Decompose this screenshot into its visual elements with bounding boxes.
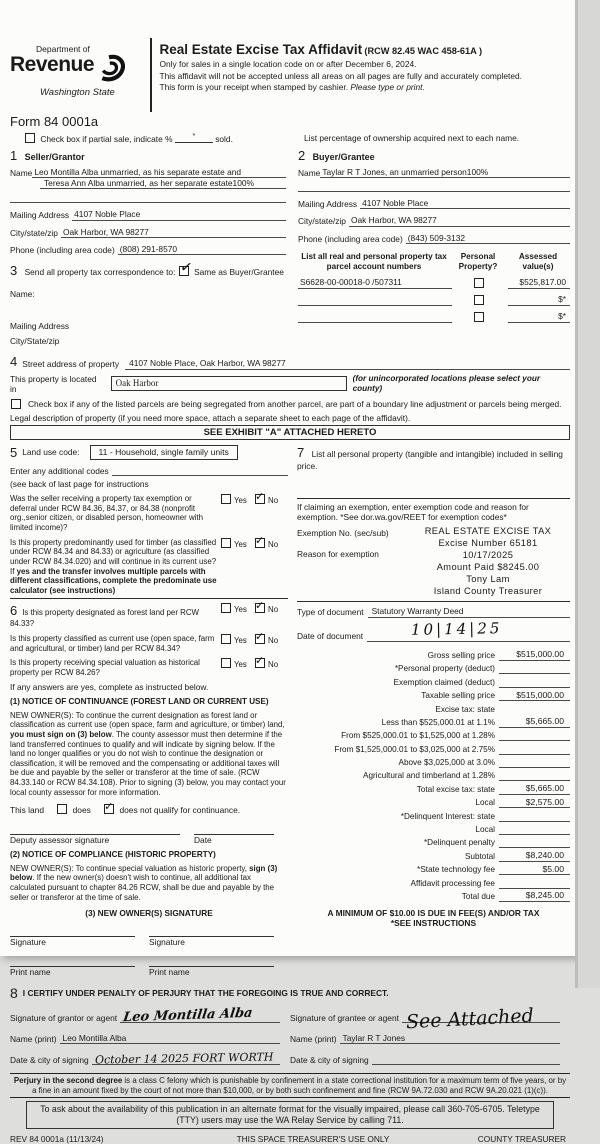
gross-selling-price-input[interactable]: $515,000.00 (499, 649, 570, 660)
header-note-1: Only for sales in a single location code on or after December 6, 2024. (159, 59, 417, 70)
new-owner-print-name-line-2[interactable] (149, 958, 274, 967)
buyer-phone-input[interactable]: (843) 509-3132 (406, 233, 570, 244)
street-address-label: Street address of property (22, 359, 120, 370)
q6-historic-text: Is this property receiving special valuation as historical property per RCW 84.26? (10, 658, 200, 677)
buyer-name-input-line2[interactable] (298, 181, 570, 192)
deputy-date-line[interactable] (194, 826, 274, 835)
new-owner-signature-line-2[interactable] (149, 928, 274, 937)
q5-exemption-text: Was the seller receiving a property tax exemption or deferral under RCW 84.36, 84.37, or 84.38 (nonprofit org.,senior citizen, or disabled person, homeowner with limited income)? (10, 494, 203, 532)
land-use-code-input[interactable]: 11 - Household, single family units (90, 445, 238, 459)
assessed-value-input[interactable]: $* (508, 311, 570, 323)
affidavit-processing-fee-input[interactable] (499, 888, 570, 889)
notice1-body: NEW OWNER(S): To continue the current designation as forest land or classification as current use (open space, farm and agriculture, or timber) land, you must sign on (3) below. The county assessor must then determine if the land transferred continues to qualify and will indicate by signing below. If the land no longer qualifies or you do not wish to continue the designation or classification, it will be removed and the compensating or additional taxes will be due and payable by the seller or transferor at the time of sale. (RCW 84.33.140 or RCW 84.34.108). Prior to signing (3) below, you may contact your local county assessor for more information. (10, 710, 286, 797)
perjury-notice: Perjury in the second degree is a class C felony which is punishable by confinement in a state correctional institution for a maximum term of five years, or by a fine in an amount fixed by the court of not more than $10,000, or by both such confinement and fine (RCW 9A.72.030 and RCW 9A.20.021 (1)(c)). (10, 1073, 570, 1098)
reason-exemption-label: Reason for exemption (297, 548, 379, 559)
parcel-number-input[interactable] (298, 294, 452, 306)
land-does-checkbox[interactable] (57, 804, 67, 814)
footer-treasurer-space: THIS SPACE TREASURER'S USE ONLY (236, 1133, 390, 1144)
header-note-3-italic: Please type or print. (350, 81, 425, 92)
tier1-tax-input[interactable]: $5,665.00 (499, 716, 570, 727)
exemption-note: If claiming an exemption, enter exemption code and reason for exemption. *See dor.wa.gov/REET for exemption codes* (297, 501, 529, 523)
buyer-city-input[interactable]: Oak Harbor, WA 98277 (349, 215, 570, 226)
seller-mailing-label: Mailing Address (10, 210, 70, 221)
grantee-print-name-label: Name (print) (290, 1033, 337, 1044)
segregated-label: Check box if any of the listed parcels are being segregated from another parcel, are part of a boundary line adjustment or parcels being merged. (28, 399, 562, 410)
partial-sale-checkbox[interactable] (25, 133, 35, 143)
seller-name-input-line2[interactable]: Teresa Ann Alba unmarried, as her separate estate100% (40, 178, 286, 189)
ownership-note: List percentage of ownership acquired next to each name. (304, 132, 520, 143)
deputy-assessor-signature-line[interactable] (10, 826, 180, 835)
new-owner-signature-line-1[interactable] (10, 928, 135, 937)
section3-label: Send all property tax correspondence to: (24, 267, 176, 278)
parcel-personal-property-checkbox-3[interactable] (474, 312, 484, 322)
assessed-value-col-header: Assessed value(s) (518, 251, 558, 271)
tier3-tax-input[interactable] (499, 754, 570, 755)
dor-logo (10, 38, 150, 112)
alternate-format-notice: To ask about the availability of this publication in an alternate format for the visually impaired, please call 360-705-6705. Teletype (TTY) users may use the WA Relay Service by calling 711. (26, 1101, 554, 1128)
parcel-personal-property-checkbox-2[interactable] (474, 295, 484, 305)
correspondence-mailing-label: Mailing Address (10, 321, 70, 332)
section4-number: 4 (10, 353, 18, 369)
type-of-document-input[interactable]: Statutory Warranty Deed (368, 606, 570, 617)
exemption-no-label: Exemption No. (sec/sub) (297, 528, 389, 539)
form-number: Form 84 0001a (10, 114, 99, 129)
q5-timber-yes-checkbox[interactable] (221, 538, 231, 548)
located-in-note: (for unincorporated locations please select your county) (352, 373, 541, 393)
section3-number: 3 (10, 263, 18, 279)
delinquent-interest-local-input[interactable] (499, 834, 570, 835)
footer-county-treasurer: COUNTY TREASURER (477, 1133, 566, 1144)
q6-currentuse-text: Is this property classified as current use (open space, farm and agricultural, or timber) land per RCW 84.34? (10, 633, 215, 653)
parcel-col-header: List all real and personal property tax parcel account numbers (301, 251, 447, 271)
title-rcw: (RCW 82.45 WAC 458-61A ) (364, 46, 483, 56)
section2-number: 2 (298, 148, 306, 164)
logo-dept-text: Department of (36, 44, 90, 54)
see-back-note: (see back of last page for instructions (10, 478, 149, 489)
legal-description-label: Legal description of property (if you need more space, attach a separate sheet to each page of the affidavit). (10, 413, 411, 424)
certify-statement: I CERTIFY UNDER PENALTY OF PERJURY THAT THE FOREGOING IS TRUE AND CORRECT. (22, 988, 389, 999)
scan-band (578, 0, 600, 988)
grantor-signature-input[interactable] (120, 1005, 280, 1026)
grantor-date-city-handwriting: October 14 2025 FORT WORTH (94, 1050, 274, 1067)
logo-state-text: Washington State (40, 86, 115, 98)
q6-historic-yes-checkbox[interactable] (221, 658, 231, 668)
seller-name-input[interactable]: Leo Montilla Alba unmarried, as his separate estate and (32, 167, 286, 178)
correspondence-name-label: Name: (10, 289, 35, 300)
signature-label: Signature (149, 937, 185, 948)
deputy-date-label: Date (194, 834, 212, 845)
signature-label: Signature (10, 937, 46, 948)
date-of-document-handwriting: 10|14|25 (410, 619, 503, 640)
seller-mailing-input[interactable]: 4107 Noble Place (72, 209, 286, 220)
personal-property-col-header: Personal Property? (458, 251, 498, 271)
fee-table: Gross selling price $515,000.00 *Personal property (deduct) Exemption claimed (deduct) Taxable selling price $515,000.00 Excise tax: state Less than $525,000.01 at 1.1% $5,665.00 From $525,000.01 to $1,525,000 at 1.28% From $1,525,000.01 to $3,025,000 at 2.75% Above $3,025,000 at 3.0% Agricultural and timberland at 1.28% Total excise tax: state $5,665.00 Local $2,575.00 *Delinquent Interest: state Local *Delinquent penalty Subtotal $8,240.00 *State technology fee $5.00 Affidavit processing fee Total due $8,245.00 (297, 648, 570, 902)
assessed-value-input[interactable]: $525,817.00 (508, 277, 570, 289)
notice2-title: (2) NOTICE OF COMPLIANCE (HISTORIC PROPERTY) (10, 849, 216, 859)
buyer-name-label: Name (298, 167, 321, 178)
seller-phone-input[interactable]: (808) 291-8570 (118, 244, 286, 255)
section1-number: 1 (10, 148, 18, 164)
date-of-document-label: Date of document (297, 631, 364, 642)
delinquent-penalty-input[interactable] (499, 847, 570, 848)
header-note-2: This affidavit will not be accepted unless all areas on all pages are fully and accurately completed. (159, 70, 523, 81)
personal-property-input[interactable] (297, 471, 570, 495)
seller-name-input-line3[interactable] (10, 192, 286, 203)
grantee-signature-handwriting: See Attached (405, 1004, 535, 1034)
land-does-not-checkbox[interactable] (104, 804, 114, 814)
located-in-label: This property is located in (10, 373, 97, 394)
section6-number: 6 (10, 603, 18, 619)
notice1-title: (1) NOTICE OF CONTINUANCE (FOREST LAND OR CURRENT USE) (10, 696, 269, 706)
parcel-number-input[interactable] (298, 311, 452, 323)
logo-revenue-text: Revenue (10, 53, 95, 77)
partial-sale-percent-input[interactable] (175, 135, 213, 143)
seller-name-label: Name (10, 167, 33, 178)
correspondence-city-label: City/State/zip (10, 335, 60, 346)
grantor-signature-label: Signature of grantor or agent (10, 1012, 118, 1023)
any-yes-note: If any answers are yes, complete as instructed below. (10, 681, 209, 692)
parcel-number-input[interactable]: S6628-00-00018-0 /507311 (298, 277, 452, 289)
total-due-input[interactable]: $8,245.00 (499, 890, 570, 901)
print-name-label: Print name (10, 966, 51, 977)
q6-forest-no-checkbox[interactable] (255, 603, 265, 613)
partial-sale-label: Check box if partial sale, indicate % (40, 133, 173, 144)
additional-codes-label: Enter any additional codes (10, 465, 109, 476)
seller-city-input[interactable]: Oak Harbor, WA 98277 (61, 227, 286, 238)
section1-title: Seller/Grantor (24, 152, 85, 163)
same-as-buyer-label: Same as Buyer/Grantee (194, 267, 284, 278)
q5-timber-no-checkbox[interactable] (255, 538, 265, 548)
taxable-selling-price-input[interactable]: $515,000.00 (499, 690, 570, 701)
q6-currentuse-yes-checkbox[interactable] (221, 634, 231, 644)
q6-forest-text: 6 Is this property designated as forest land per RCW 84.33? (10, 603, 199, 629)
new-owner-print-name-line-1[interactable] (10, 958, 135, 967)
seller-city-label: City/state/zip (10, 227, 58, 238)
land-use-label: Land use code: (22, 447, 80, 458)
partial-sale-mark: * (192, 133, 196, 141)
continuance-row: This land does ✓ does not qualify for continuance. (10, 804, 288, 815)
print-name-label: Print name (149, 966, 190, 977)
q5-exemption-yes-checkbox[interactable] (221, 494, 231, 504)
grantee-print-name-input[interactable]: Taylar R T Jones (340, 1033, 560, 1044)
street-address-input[interactable]: 4107 Noble Place, Oak Harbor, WA 98277 (125, 358, 570, 369)
grantor-signature-handwriting: Leo Montilla Alba (122, 1005, 254, 1026)
type-of-document-label: Type of document (297, 607, 364, 618)
additional-codes-input[interactable] (112, 475, 288, 476)
buyer-name-input[interactable]: Taylar R T Jones, an unmarried person100% (320, 167, 570, 178)
subtotal-input[interactable]: $8,240.00 (499, 850, 570, 861)
deputy-assessor-label: Deputy assessor signature (10, 834, 110, 845)
agricultural-tax-input[interactable] (499, 780, 570, 781)
q6-forest-yes-checkbox[interactable] (221, 603, 231, 613)
grantee-signature-input[interactable] (402, 1004, 560, 1034)
section2-title: Buyer/Grantee (312, 152, 375, 163)
parcel-personal-property-checkbox-1[interactable] (474, 278, 484, 288)
located-in-input[interactable]: Oak Harbor (111, 376, 347, 391)
buyer-mailing-label: Mailing Address (298, 199, 358, 210)
grantee-signature-label: Signature of grantee or agent (290, 1012, 399, 1023)
tier4-tax-input[interactable] (499, 767, 570, 768)
see-instructions-note: *SEE INSTRUCTIONS (390, 918, 477, 929)
grantor-print-name-label: Name (print) (10, 1033, 57, 1044)
buyer-phone-label: Phone (including area code) (298, 233, 403, 244)
assessed-value-input[interactable]: $* (508, 294, 570, 306)
minimum-fee-note: A MINIMUM OF $10.00 IS DUE IN FEE(S) AND/OR TAX (327, 907, 540, 918)
delinquent-interest-state-input[interactable] (499, 821, 570, 822)
footer-rev-number: REV 84 0001a (11/13/24) (10, 1133, 104, 1144)
header-divider (150, 38, 152, 112)
tier2-tax-input[interactable] (499, 740, 570, 741)
parcel-row (298, 277, 570, 289)
new-owners-signature-title: (3) NEW OWNER(S) SIGNATURE (85, 908, 213, 919)
header-note-3: This form is your receipt when stamped by cashier. (159, 81, 349, 92)
q5-timber-text: Is this property predominantly used for timber (as classified under RCW 84.34 and 84.33) or agriculture (as classified under RCW 84.34.020) and will continue in its current use? If yes and the transfer involves multiple parcels with different classifications, complete the predominate use calculator (see instructions) (10, 537, 217, 595)
parcel-table (298, 252, 570, 323)
same-as-buyer-checkbox[interactable] (179, 266, 189, 276)
grantee-date-city-input[interactable] (372, 1064, 560, 1065)
grantor-date-city-input[interactable] (92, 1051, 280, 1065)
total-excise-state-input[interactable]: $5,665.00 (499, 783, 570, 794)
personal-property-intro: List all personal property (tangible and intangible) included in selling price. (297, 448, 563, 471)
state-technology-fee-input[interactable]: $5.00 (499, 864, 570, 875)
parcel-row (298, 294, 570, 306)
section8-number: 8 (10, 984, 18, 1001)
revenue-swoosh-icon (94, 54, 126, 86)
partial-sale-suffix: sold. (215, 133, 233, 144)
notice2-body: NEW OWNER(S): To continue special valuation as historic property, sign (3) below. If the new owner(s) doesn't wish to continue, all additional tax calculated pursuant to chapter 84.26 RCW, shall be due and payable by the seller or transferor at the time of sale. (10, 863, 278, 902)
grantee-date-city-label: Date & city of signing (290, 1054, 369, 1065)
page-title: Real Estate Excise Tax Affidavit (159, 42, 363, 57)
legal-description-input[interactable]: SEE EXHIBIT "A" ATTACHED HERETO (10, 425, 570, 440)
grantor-print-name-input[interactable]: Leo Montilla Alba (60, 1033, 280, 1044)
buyer-city-label: City/state/zip (298, 216, 346, 227)
buyer-mailing-input[interactable]: 4107 Noble Place (360, 198, 570, 209)
personal-property-deduct-input[interactable] (499, 673, 570, 674)
seller-phone-label: Phone (including area code) (10, 244, 115, 255)
form-header (10, 38, 570, 112)
segregated-checkbox[interactable] (11, 399, 21, 409)
date-of-document-input[interactable] (367, 619, 570, 641)
section5-number: 5 (10, 444, 18, 460)
grantor-date-city-label: Date & city of signing (10, 1054, 89, 1065)
q5-exemption-no-checkbox[interactable] (255, 494, 265, 504)
q6-currentuse-no-checkbox[interactable] (255, 634, 265, 644)
treasurer-stamp: REAL ESTATE EXCISE TAX Excise Number 65181 10/17/2025 Amount Paid $8245.00 Tony Lam Island County Treasurer (424, 526, 552, 596)
local-tax-input[interactable]: $2,575.00 (499, 797, 570, 808)
exemption-claimed-input[interactable] (499, 687, 570, 688)
affidavit-page: Department of Revenue Washington State Real Estate Excise Tax Affidavit (RCW 82.45 WAC 458-61A ) Only for sales in a single location code on or after December 6, 2024. This affidavit will not be accepted unless all areas on all pages are fully and accurately completed. This form is your receipt when stamped by cashier. Please type or print. Form 84 0001a Check box if partial sale, indicate % * sold. List percentage of ownership acquired next to each name. 1 Seller/Grantor Name Leo Montilla Alba unmarried, as his separate estate and Teresa Ann Alba unmarried, as her separate estate100% Mailing Address 4107 Noble Place City/state/zip Oak Harbor, WA 98277 Phone (including area code) (808) 291-8570 3 Send all property tax correspondence to: ✓ Same as Buyer/Grantee Name: Mailing Address City/State/zip 2 Buyer/Grantee Name Taylar R T Jones, an unmarried person100% Mailing Address 4107 Noble Place City/state/zip Oak Harbor, WA 98277 Phone (including area code) (843) 509-3132 List all real and personal property tax parcel account numbers Personal Property? Assessed value(s) S6628-00-00018-0 /507311 $525,817.00 $* $* 4 Street address of property 4107 Noble Place, Oak Harbor, WA 98277 This property is located in Oak Harbor (for unincorporated locations please select your county) Check box if any of the listed parcels are being segregated from another parcel, are part of a boundary line adjustment or parcels being merged. Legal description of property (if you need more space, attach a separate sheet to each page of the affidavit). SEE EXHIBIT "A" ATTACHED HERETO 5 Land use code: 11 - Household, single family units Enter any additional codes (see back of last page for instructions Was the seller receiving a property tax exemption or deferral under RCW 84.36, 84.37, or 84.38 (nonprofit org.,senior citizen, or disabled person, homeowner with limited income)? Yes ✓ No Is this property predominantly used for timber (as classified under RCW 84.34 and 84.33) or agriculture (as classified under RCW 84.34.020) and will continue in its current use? If yes and the transfer involves multiple parcels with different classifications, complete the predominate use calculator (see instructions) Yes ✓ No 6 Is this property designated as forest land per RCW 84.33? Yes ✓ No Is this property classified as current use (open space, farm and agricultural, or timber) land per RCW 84.34? Yes ✓ No Is this property receiving special valuation as historical property per RCW 84.26? Yes ✓ No If any answers are yes, complete as instructed below. (1) NOTICE OF CONTINUANCE (FOREST LAND OR CURRENT USE) NEW OWNER(S): To continue the current designation as forest land or classification as current use (open space, farm and agriculture, or timber) land, you must sign on (3) below. The county assessor must then determine if the land transferred continues to qualify and will indicate by signing below. If the land no longer qualifies or you do not wish to continue the designation or classification, it will be removed and the compensating or additional taxes will be due and payable by the seller or transferor at the time of sale. (RCW 84.33.140 or RCW 84.34.108). Prior to signing (3) below, you may contact your local county assessor for more information. This land does ✓ does not qualify for continuance. Deputy assessor signature Date (2) NOTICE OF COMPLIANCE (HISTORIC PROPERTY) NEW OWNER(S): To continue special valuation as historic property, sign (3) below. If the new owner(s) doesn't wish to continue, all additional tax calculated pursuant to chapter 84.26 RCW, shall be due and payable by the seller or transferor at the time of sale. (3) NEW OWNER(S) SIGNATURE Signature Signature Print name Print name 7 List all personal property (tangible and intangible) included in selling price. If claiming an exemption, enter exemption code and reason for exemption. *See dor.wa.gov/REET for exemption codes* Exemption No. (sec/sub) Reason for exemption REAL ESTATE EXCISE TAX Excise Number 65181 10/17/2025 Amount Paid $8245.00 Tony Lam Island County Treasurer Type of document Statutory Warranty Deed Date of document 10|14|25 Gross selling price $515,000.00 *Personal property (deduct) Exemption claimed (deduct) Taxable selling price $515,000.00 Excise tax: state Less than $525,000.01 at 1.1% $5,665.00 From $525,000.01 to $1,525,000 at 1.28% From $1,525,000.01 to $3,025,000 at 2.75% Above $3,025,000 at 3.0% Agricultural and timberland at 1.28% Total excise tax: state $5,665.00 Local $2,575.00 *Delinquent Interest: state Local *Delinquent penalty Subtotal $8,240.00 *State technology fee $5.00 Affidavit processing fee Total due $8,245.00 A MINIMUM OF $10.00 IS DUE IN FEE(S) AND/OR TAX *SEE INSTRUCTIONS 8 I CERTIFY UNDER PENALTY OF PERJURY THAT THE FOREGOING IS TRUE AND CORRECT. Signature of grantor or agent Leo Montilla Alba Name (print) Leo Montilla Alba Date & city of signing October 14 2025 FORT WORTH Signature of grantee or agent See Attached Name (print) Taylar R T Jones Date & city of signing Perjury in the second degree is a class C felony which is punishable by confinement in a state correctional institution for a maximum term of five years, or by a fine in an amount fixed by the court of not more than $10,000, or by both such confinement and fine (RCW 9A.72.030 and RCW 9A.20.021 (1)(c)). To ask about the availability of this publication in an alternate format for the visually impaired, please call 360-705-6705. Teletype (TTY) users may use the WA Relay Service by calling 711. REV 84 0001a (11/13/24) THIS SPACE TREASURER'S USE ONLY COUNTY TREASURER (0, 0, 578, 956)
section7-number: 7 (297, 444, 305, 460)
q6-historic-no-checkbox[interactable] (255, 658, 265, 668)
parcel-row (298, 311, 570, 323)
